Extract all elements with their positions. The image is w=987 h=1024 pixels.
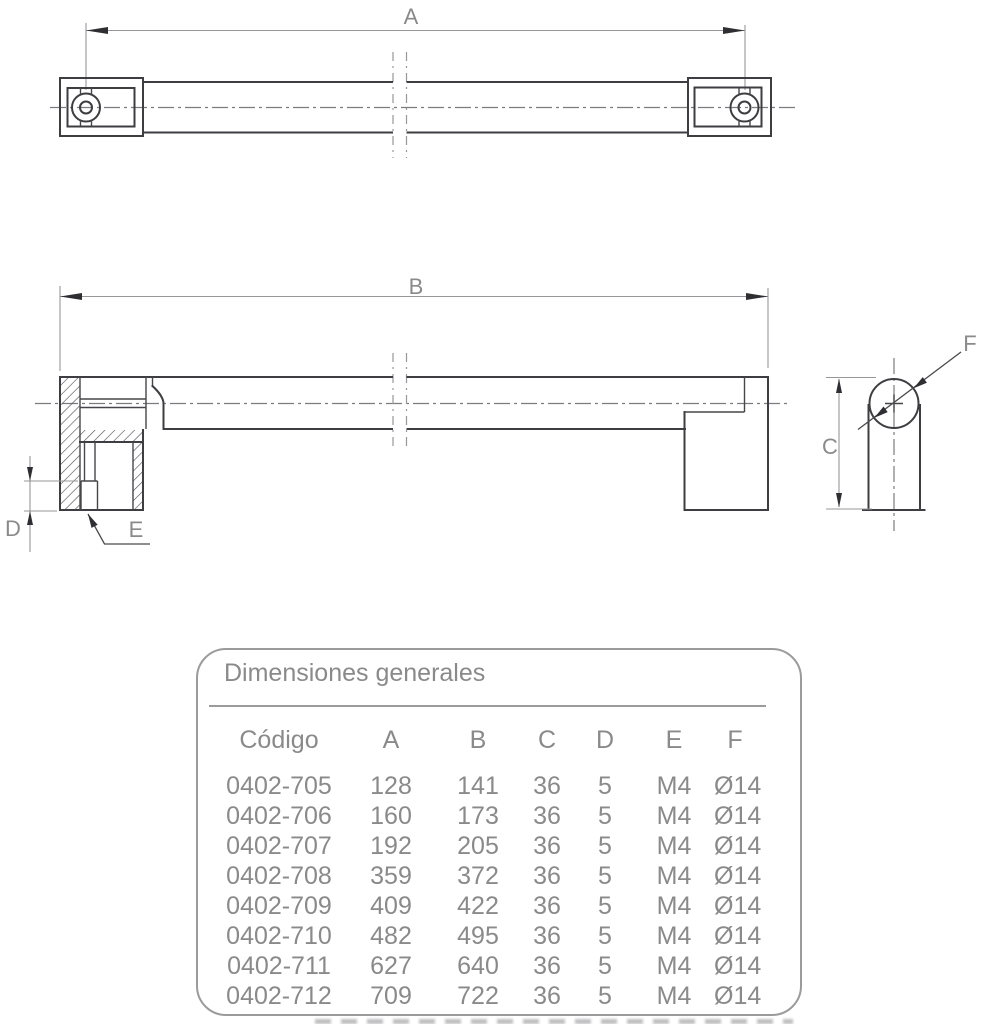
- table-cell: 36: [533, 772, 561, 800]
- table-cell: Ø14: [714, 952, 762, 980]
- table-cell: Ø14: [714, 802, 762, 830]
- table-cell: 0402-706: [226, 802, 332, 830]
- table-cell: 0402-705: [226, 772, 332, 800]
- table-row: [198, 801, 800, 831]
- hatch-leg-wall: [134, 443, 143, 510]
- table-cell: 36: [533, 802, 561, 830]
- table-cell: 36: [533, 862, 561, 890]
- table-row: [198, 951, 800, 981]
- top-view: [50, 4, 798, 158]
- dim-label-e: E: [128, 517, 144, 542]
- table-cell: 36: [533, 892, 561, 920]
- cutoff-content-strip: [315, 1019, 793, 1024]
- table-cell: 409: [370, 892, 412, 920]
- column-header: E: [665, 726, 683, 754]
- table-cell: 160: [370, 802, 412, 830]
- label-e: [88, 514, 150, 544]
- table-cell: Ø14: [714, 982, 762, 1010]
- table-cell: Ø14: [714, 862, 762, 890]
- table-cell: 173: [457, 802, 499, 830]
- table-cell: 0402-712: [226, 982, 332, 1010]
- table-cell: 36: [533, 922, 561, 950]
- hatch-left-wall: [61, 378, 80, 509]
- column-header: C: [537, 726, 557, 754]
- table-cell: 422: [457, 892, 499, 920]
- table-title: Dimensiones generales: [224, 659, 486, 687]
- table-cell: 5: [598, 832, 612, 860]
- dim-a-arrow-right: [723, 27, 745, 34]
- end-cap-joint-lines: [685, 377, 745, 412]
- top-view-break-lines: [393, 52, 407, 158]
- column-header: B: [469, 726, 487, 754]
- table-cell: M4: [656, 832, 692, 860]
- table-cell: Ø14: [714, 892, 762, 920]
- table-cell: 36: [533, 982, 561, 1010]
- table-cell: 0402-708: [226, 862, 332, 890]
- table-cell: 627: [370, 952, 412, 980]
- table-cell: 495: [457, 922, 499, 950]
- hatch-band: [81, 430, 143, 442]
- table-cell: 5: [598, 772, 612, 800]
- table-row: [198, 921, 800, 951]
- table-cell: 5: [598, 982, 612, 1010]
- screw-hole-lines: [85, 442, 96, 481]
- table-cell: 482: [370, 922, 412, 950]
- dimensions-table: [196, 648, 802, 1016]
- table-cell: 0402-710: [226, 922, 332, 950]
- column-header: D: [595, 726, 615, 754]
- table-cell: M4: [656, 952, 692, 980]
- table-cell: M4: [656, 922, 692, 950]
- table-cell: 0402-711: [227, 952, 331, 980]
- table-cell: 722: [457, 982, 499, 1010]
- table-row: [198, 981, 800, 1011]
- grub-screw: [81, 481, 98, 510]
- table-cell: 0402-707: [226, 832, 332, 860]
- table-cell: 141: [457, 772, 499, 800]
- table-cell: M4: [656, 982, 692, 1010]
- dim-f: [858, 331, 977, 430]
- table-cell: 359: [370, 862, 412, 890]
- dim-label-d: D: [5, 516, 21, 541]
- table-cell: 36: [533, 952, 561, 980]
- table-row: [198, 861, 800, 891]
- dim-label-c: C: [822, 434, 838, 459]
- side-view-break-lines: [393, 353, 407, 447]
- table-cell: 5: [598, 862, 612, 890]
- dim-label-f: F: [963, 331, 977, 356]
- table-cell: 709: [370, 982, 412, 1010]
- table-cell: 5: [598, 922, 612, 950]
- table-row: [198, 771, 800, 801]
- dim-a-arrow-left: [86, 27, 108, 34]
- table-cell: 128: [370, 772, 412, 800]
- table-cell: Ø14: [714, 772, 762, 800]
- table-cell: Ø14: [714, 922, 762, 950]
- dim-a-extension-lines: [86, 23, 745, 90]
- left-bracket-section: [60, 377, 164, 510]
- end-view: [822, 331, 977, 531]
- table-cell: M4: [656, 802, 692, 830]
- column-header: Código: [239, 726, 319, 754]
- table-cell: 205: [457, 832, 499, 860]
- neck-profile: [153, 386, 164, 429]
- table-cell: Ø14: [714, 832, 762, 860]
- table-cell: 0402-709: [226, 892, 332, 920]
- table-title-separator: [209, 705, 766, 707]
- dim-label-b: B: [408, 274, 424, 299]
- table-cell: 5: [598, 802, 612, 830]
- column-header: A: [382, 726, 400, 754]
- table-cell: 36: [533, 832, 561, 860]
- dim-b-arrow-right: [746, 293, 768, 300]
- table-cell: 640: [457, 952, 499, 980]
- dim-b-arrow-left: [60, 293, 82, 300]
- table-cell: M4: [656, 772, 692, 800]
- table-cell: M4: [656, 862, 692, 890]
- left-end-block: [60, 78, 143, 136]
- table-header-row: [198, 725, 800, 755]
- table-row: [198, 831, 800, 861]
- table-cell: 5: [598, 892, 612, 920]
- table-cell: 5: [598, 952, 612, 980]
- table-cell: 192: [370, 832, 412, 860]
- right-bracket: [685, 377, 769, 510]
- side-view: [5, 274, 790, 552]
- dim-label-a: A: [403, 4, 419, 29]
- table-cell: 372: [457, 862, 499, 890]
- table-cell: M4: [656, 892, 692, 920]
- column-header: F: [727, 726, 743, 754]
- table-row: [198, 891, 800, 921]
